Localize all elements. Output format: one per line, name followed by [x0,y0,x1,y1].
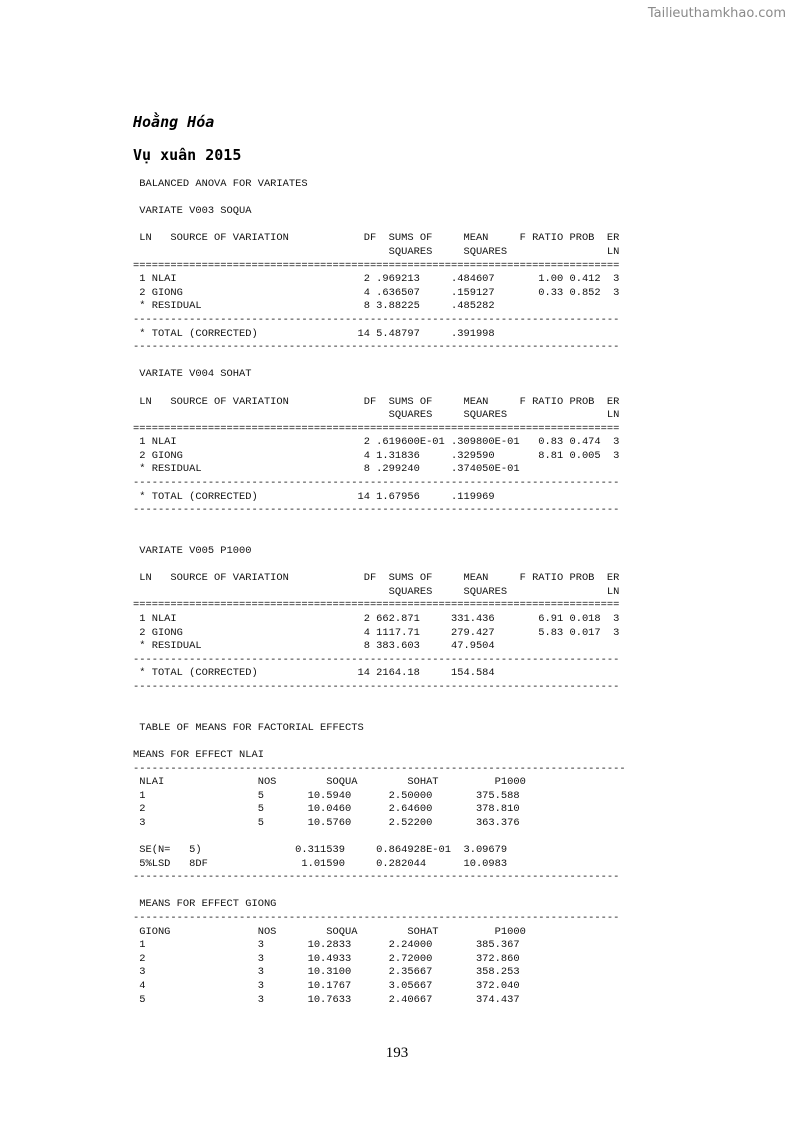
watermark-text: Tailieuthamkhao.com [647,6,786,21]
season-heading: Vụ xuân 2015 [133,146,242,164]
location-heading: Hoằng Hóa [133,113,215,131]
anova-output: BALANCED ANOVA FOR VARIATES VARIATE V003 SOQUA LN SOURCE OF VARIATION DF SUMS OF MEAN F RATIO PROB ER SQUARES SQUARES LN ============================================================================== 1 NLAI 2 .969213 .484607 1.00 0.412 3 2 GIONG 4 .636507 .159127 0.33 0.852 3 * RESIDUAL 8 3.88225 .485282 ------------------------------------------------------------------------------ * TOTAL (CORRECTED) 14 5.48797 .391998 ------------------------------------------------------------------------------ VARIATE V004 SOHAT LN SOURCE OF VARIATION DF SUMS OF MEAN F RATIO PROB ER SQUARES SQUARES LN ============================================================================== 1 NLAI 2 .619600E-01 .309800E-01 0.83 0.474 3 2 GIONG 4 1.31836 .329590 8.81 0.005 3 * RESIDUAL 8 .299240 .374050E-01 ------------------------------------------------------------------------------ * TOTAL (CORRECTED) 14 1.67956 .119969 ------------------------------------------------------------------------------ VARIATE V005 P1000 LN SOURCE OF VARIATION DF SUMS OF MEAN F RATIO PROB ER SQUARES SQUARES LN ============================================================================== 1 NLAI 2 662.871 331.436 6.91 0.018 3 2 GIONG 4 1117.71 279.427 5.83 0.017 3 * RESIDUAL 8 383.603 47.9504 ------------------------------------------------------------------------------ * TOTAL (CORRECTED) 14 2164.18 154.584 ------------------------------------------------------------------------------ TABLE OF MEANS FOR FACTORIAL EFFECTS MEANS FOR EFFECT NLAI ------------------------------------------------------------------------------- NLAI NOS SOQUA SOHAT P1000 1 5 10.5940 2.50000 375.588 2 5 10.0460 2.64600 378.810 3 5 10.5760 2.52200 363.376 SE(N= 5) 0.311539 0.864928E-01 3.09679 5%LSD 8DF 1.01590 0.282044 10.0983 ------------------------------------------------------------------------------ MEANS FOR EFFECT GIONG ------------------------------------------------------------------------------ GIONG NOS SOQUA SOHAT P1000 1 3 10.2833 2.24000 385.367 2 3 10.4933 2.72000 372.860 3 3 10.3100 2.35667 358.253 4 3 10.1767 3.05667 372.040 5 3 10.7633 2.40667 374.437 [133,178,626,1006]
page-number: 193 [385,1045,409,1061]
